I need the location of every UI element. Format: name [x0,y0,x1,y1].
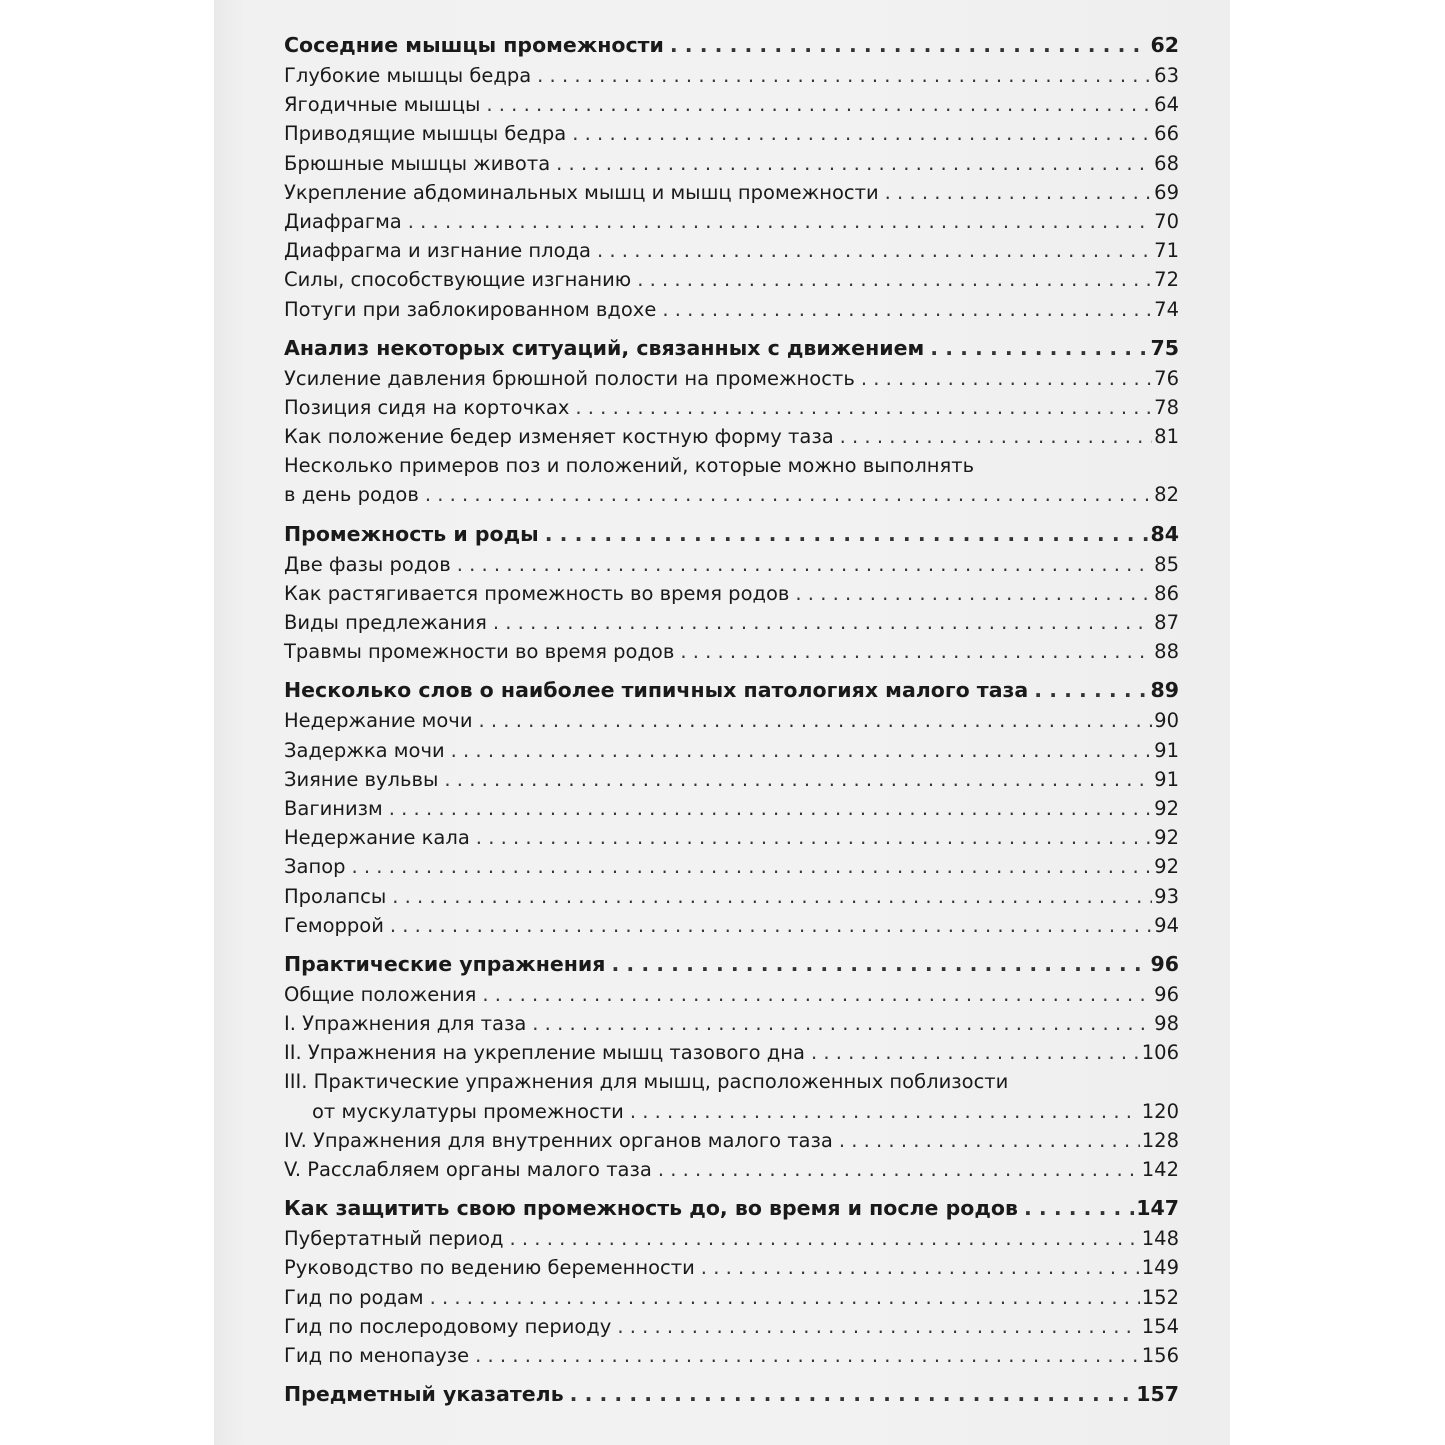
toc-entry [284,852,1179,881]
entry-title: Две фазы родов [284,552,451,576]
page-number: 149 [1141,1256,1179,1280]
entry-title: Пролапсы [284,884,387,908]
entry-title: Силы, способствующие изгнанию [284,268,632,292]
page-number: 88 [1154,640,1179,664]
entry-title: Гид по родам [284,1285,424,1309]
entry-title: I. Упражнения для таза [284,1012,527,1036]
toc-entry [284,823,1179,852]
toc-entry [284,1283,1179,1312]
entry-title: Виды предлежания [284,611,487,634]
page-number: 156 [1141,1343,1179,1367]
entry-title: Диафрагма [284,209,402,233]
toc-section-heading [284,333,1179,364]
dot-leader [425,480,1152,509]
toc-entry [284,480,1179,509]
entry-title: Ягодичные мышцы [284,93,481,117]
entry-title: Брюшные мышцы живота [284,151,551,175]
page-number: 84 [1150,521,1179,546]
table-of-contents [284,30,1179,1419]
page-number: 62 [1150,33,1179,57]
toc-entry [284,119,1179,148]
toc-entry [284,295,1179,324]
entry-title: Гид по послеродовому периоду [284,1314,612,1338]
page-number: 82 [1154,483,1179,507]
entry-title: V. Расслабляем органы малого таза [284,1158,652,1181]
entry-title: Потуги при заблокированном вдохе [284,297,657,321]
page-number: 87 [1154,611,1179,634]
page-number: 81 [1154,425,1179,449]
page-number: 90 [1154,709,1179,733]
page-number: 93 [1154,884,1179,908]
toc-section-heading [284,949,1179,980]
page-number: 76 [1154,366,1179,390]
page-number: 71 [1154,239,1179,263]
entry-title: Вагинизм [284,796,383,820]
dot-leader [885,178,1153,207]
entry-title: Травмы промежности во время родов [284,640,675,664]
entry-title: в день родов [284,483,419,507]
page-number: 94 [1154,913,1179,937]
toc-entry [284,980,1179,1009]
entry-title: Зияние вульвы [284,767,439,791]
dot-leader [575,393,1152,422]
dot-leader [545,519,1149,550]
entry-title: Общие положения [284,982,477,1006]
toc-entry [284,579,1179,608]
entry-title: от мускулатуры промежности [312,1099,624,1123]
page-number: 148 [1141,1227,1179,1251]
toc-section [284,333,1179,510]
page-number: 69 [1154,180,1179,204]
dot-leader [572,119,1152,148]
dot-leader [390,911,1152,940]
toc-entry [284,207,1179,236]
section-title: Промежность и роды [284,521,539,546]
toc-entry [284,364,1179,393]
entry-title: II. Упражнения на укрепление мышц тазового дна [284,1041,805,1065]
page-number: 96 [1154,982,1179,1006]
toc-entry [284,61,1179,90]
entry-title: IV. Упражнения для внутренних органов малого таза [284,1128,833,1152]
toc-entry [284,90,1179,119]
toc-entry [284,149,1179,178]
toc-entry [284,765,1179,794]
page-number: 120 [1141,1099,1179,1123]
dot-leader [486,90,1152,119]
toc-section-heading [284,30,1179,61]
dot-leader [839,1126,1140,1155]
dot-leader [811,1038,1140,1067]
dot-leader [1034,675,1148,706]
dot-leader [840,422,1153,451]
toc-section-heading [284,675,1179,706]
page-number: 92 [1154,826,1179,850]
page-number: 66 [1154,122,1179,146]
toc-entry [284,794,1179,823]
entry-title: Позиция сидя на корточках [284,395,570,419]
page-number: 128 [1141,1128,1179,1152]
toc-entry [284,178,1179,207]
entry-title: Недержание кала [284,826,470,850]
toc-section [284,675,1179,940]
entry-title: Глубокие мышцы бедра [284,64,532,87]
toc-entry [284,393,1179,422]
toc-entry [284,637,1179,666]
dot-leader [493,608,1152,637]
entry-title: Диафрагма и изгнание плода [284,239,592,263]
dot-leader [457,550,1152,579]
dot-leader [701,1253,1140,1282]
dot-leader [680,637,1152,666]
toc-entry [284,736,1179,765]
dot-leader [611,949,1148,980]
dot-leader [389,794,1152,823]
section-title: Анализ некоторых ситуаций, связанных с движением [284,335,925,360]
page-number: 78 [1154,395,1179,419]
dot-leader [352,852,1153,881]
toc-entry [284,236,1179,265]
entry-title: Руководство по ведению беременности [284,1256,695,1280]
entry-title: Задержка мочи [284,738,445,762]
page-number: 147 [1136,1196,1179,1221]
page-number: 157 [1136,1382,1179,1407]
toc-entry [284,911,1179,940]
page-number: 64 [1154,93,1179,117]
dot-leader [510,1224,1140,1253]
dot-leader [408,207,1152,236]
section-title: Несколько слов о наиболее типичных патологиях малого таза [284,678,1029,703]
toc-section-heading [284,1193,1179,1224]
toc-entry [284,1253,1179,1282]
page-number: 106 [1141,1041,1179,1065]
page-number: 98 [1154,1012,1179,1036]
section-title: Соседние мышцы промежности [284,33,664,57]
page-number: 70 [1154,209,1179,233]
toc-entry [284,422,1179,451]
toc-entry [284,1126,1179,1155]
toc-section-heading [284,519,1179,550]
entry-title: Усиление давления брюшной полости на промежность [284,366,855,390]
entry-title: Запор [284,855,346,879]
entry-title: Пубертатный период [284,1227,504,1251]
toc-entry [284,1341,1179,1370]
entry-title-line1: III. Практические упражнения для мышц, расположенных поблизости [284,1070,1009,1094]
toc-entry [284,1009,1179,1038]
toc-entry [284,882,1179,911]
page-number: 92 [1154,796,1179,820]
dot-leader [392,882,1152,911]
entry-title: Укрепление абдоминальных мышц и мышц промежности [284,180,879,204]
page-number: 154 [1141,1314,1179,1338]
toc-section [284,519,1179,667]
dot-leader [570,1379,1135,1410]
toc-section [284,949,1179,1184]
toc-entry [284,608,1179,637]
dot-leader [861,364,1152,393]
toc-entry-line [284,451,1179,480]
dot-leader [1024,1193,1134,1224]
toc-entry [284,706,1179,735]
dot-leader [444,765,1152,794]
dot-leader [476,823,1152,852]
page-number: 85 [1154,552,1179,576]
dot-leader [479,706,1153,735]
dot-leader [556,149,1152,178]
entry-title: Недержание мочи [284,709,473,733]
section-title: Как защитить свою промежность до, во время и после родов [284,1196,1018,1221]
toc-section [284,1193,1179,1370]
entry-title: Геморрой [284,913,384,937]
dot-leader [430,1283,1140,1312]
section-title: Практические упражнения [284,951,606,976]
dot-leader [658,1155,1140,1184]
page-number: 142 [1141,1158,1179,1181]
page-number: 74 [1154,297,1179,321]
page-number: 89 [1150,678,1179,703]
dot-leader [475,1341,1140,1370]
dot-leader [537,61,1152,90]
toc-entry [284,1155,1179,1184]
page-number: 63 [1154,64,1179,87]
dot-leader [482,980,1152,1009]
dot-leader [597,236,1152,265]
toc-entry [284,1224,1179,1253]
entry-title: Как положение бедер изменяет костную форму таза [284,425,834,449]
dot-leader [930,333,1148,364]
page-number: 68 [1154,151,1179,175]
dot-leader [617,1312,1139,1341]
page-number: 152 [1141,1285,1179,1309]
dot-leader [670,30,1149,61]
dot-leader [662,295,1152,324]
toc-entry-line [284,1067,1179,1096]
entry-title: Как растягивается промежность во время родов [284,581,790,605]
section-title: Предметный указатель [284,1382,564,1407]
entry-title: Приводящие мышцы бедра [284,122,567,146]
page-number: 91 [1154,767,1179,791]
toc-section [284,1379,1179,1410]
page-number: 92 [1154,855,1179,879]
dot-leader [451,736,1153,765]
entry-title: Гид по менопаузе [284,1343,470,1367]
dot-leader [630,1097,1140,1126]
page-number: 72 [1154,268,1179,292]
toc-entry [284,1097,1179,1126]
toc-entry [284,1312,1179,1341]
dot-leader [532,1009,1152,1038]
toc-entry [284,265,1179,294]
toc-entry [284,1038,1179,1067]
dot-leader [795,579,1152,608]
toc-entry [284,550,1179,579]
page-number: 86 [1154,581,1179,605]
toc-section-heading [284,1379,1179,1410]
entry-title-line1: Несколько примеров поз и положений, которые можно выполнять [284,454,975,478]
dot-leader [637,265,1152,294]
page-number: 75 [1150,335,1179,360]
toc-section [284,30,1179,324]
page-number: 91 [1154,738,1179,762]
page-number: 96 [1150,951,1179,976]
